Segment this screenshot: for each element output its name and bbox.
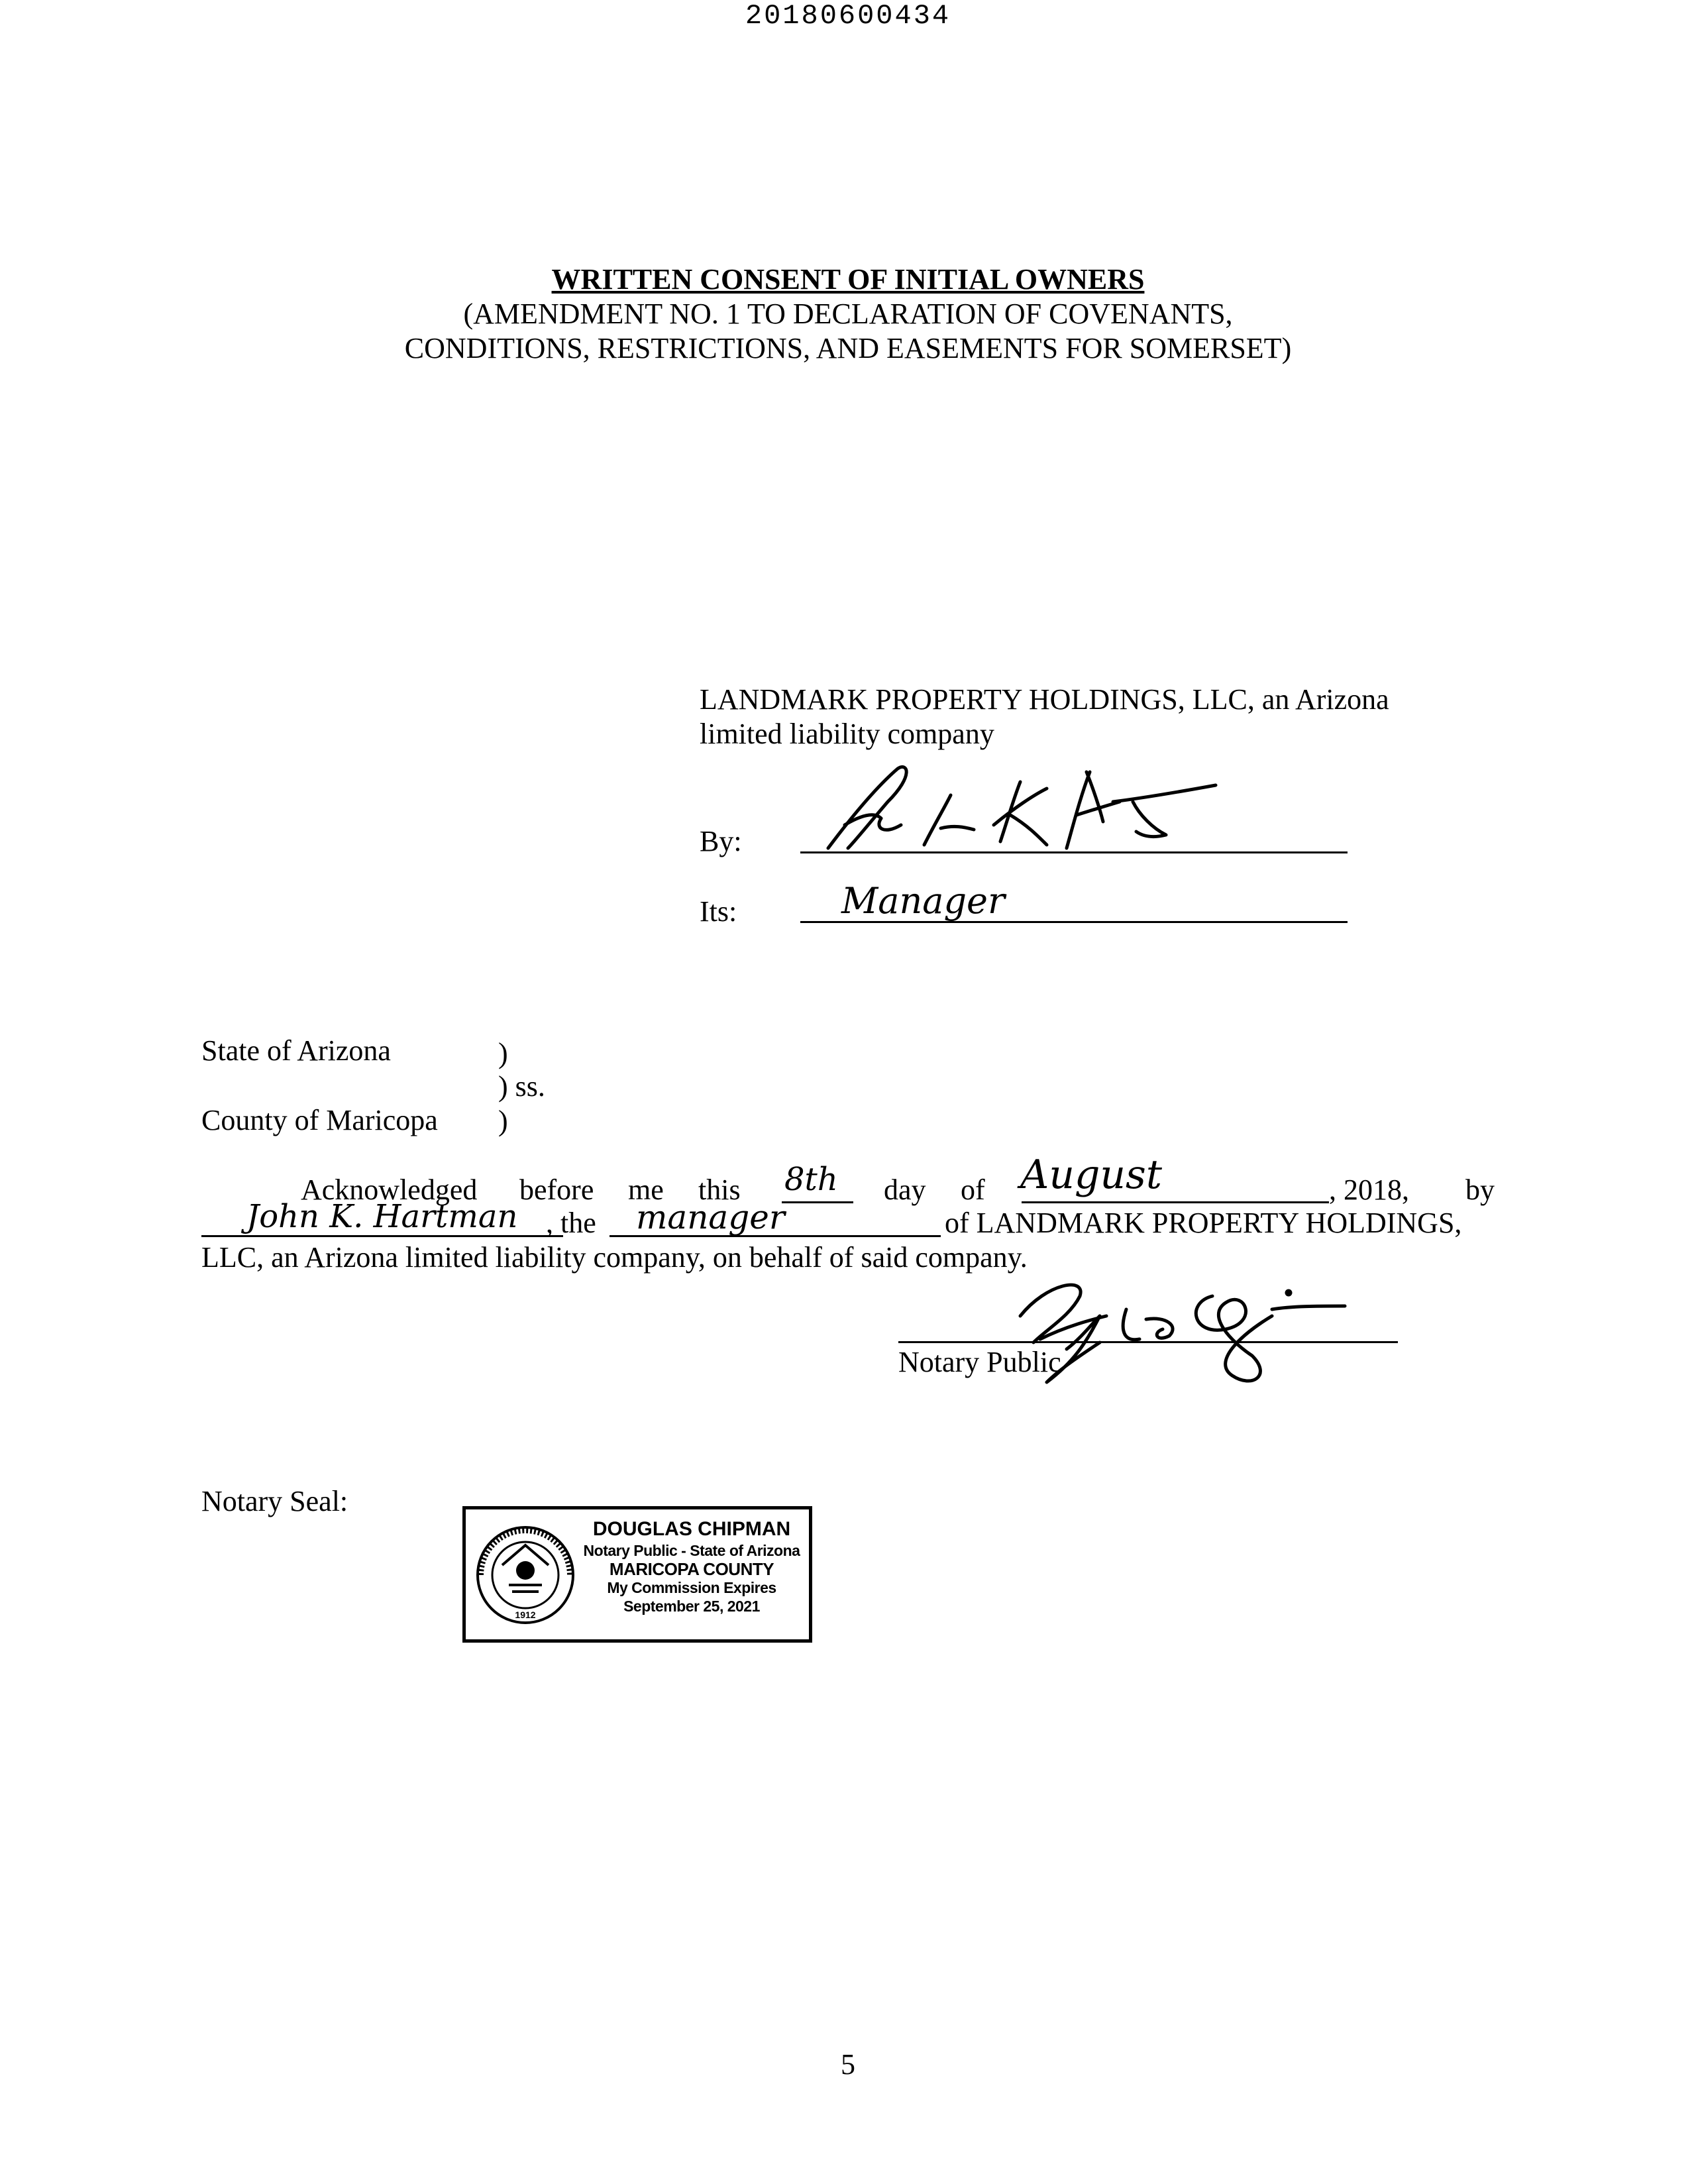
company-name-line-2: limited liability company [700,718,994,750]
manager-signature [808,762,1219,861]
ack-month-value: August [1020,1152,1162,1198]
title-line-2: (AMENDMENT NO. 1 TO DECLARATION OF COVENANTS, [463,298,1233,330]
company-name-line-1: LANDMARK PROPERTY HOLDINGS, LLC, an Arizona [700,683,1389,716]
ack-month-line [1022,1201,1329,1203]
ack-day-line [782,1201,853,1203]
ack-word-me: me [628,1174,664,1206]
notary-stamp-name: DOUGLAS CHIPMAN [592,1518,791,1540]
ack-line-3: LLC, an Arizona limited liability company, on behalf of said company. [201,1241,1028,1274]
venue-state: State of Arizona [201,1034,391,1067]
ack-name-value: John K. Hartman [246,1198,518,1235]
title-line-3: CONDITIONS, RESTRICTIONS, AND EASEMENTS FOR SOMERSET) [404,332,1292,364]
ack-title-value: manager [636,1198,785,1236]
notary-stamp-line-4: My Commission Expires [607,1579,776,1596]
ack-word-before: before [519,1174,594,1206]
notary-stamp-county: MARICOPA COUNTY [609,1559,774,1579]
notary-stamp [462,1506,812,1643]
seal-year: 1912 [515,1610,536,1620]
notary-stamp-text [576,1517,808,1615]
ack-word-this: this [698,1174,741,1206]
its-label: Its: [700,895,737,928]
ack-day-value: 8th [784,1161,838,1198]
arizona-state-seal-icon [472,1519,578,1631]
venue-paren-3: ) [498,1105,508,1137]
ack-the: , the [546,1207,596,1239]
ack-word-by: by [1465,1174,1495,1206]
notary-public-label: Notary Public [898,1346,1061,1378]
notary-stamp-expiry: September 25, 2021 [623,1598,760,1615]
title-line-1: WRITTEN CONSENT OF INITIAL OWNERS [551,263,1145,296]
by-label: By: [700,825,742,857]
its-handwritten-title: Manager [841,880,1005,922]
ack-word-day: day [884,1174,926,1206]
document-title [0,262,1696,366]
venue-county: County of Maricopa [201,1104,438,1136]
ack-word-of: of [961,1174,985,1206]
notary-stamp-line-2: Notary Public - State of Arizona [583,1542,800,1559]
record-number: 20180600434 [745,0,951,32]
ack-name-line [201,1235,563,1237]
venue-paren-1: ) [498,1037,508,1069]
venue-ss: ) ss. [498,1070,545,1103]
page-number: 5 [841,2048,855,2081]
ack-word-acknowledged: Acknowledged [301,1174,478,1206]
ack-year: , 2018, [1329,1174,1409,1206]
notary-seal-label: Notary Seal: [201,1485,348,1517]
ack-of-company: of LANDMARK PROPERTY HOLDINGS, [945,1207,1462,1239]
